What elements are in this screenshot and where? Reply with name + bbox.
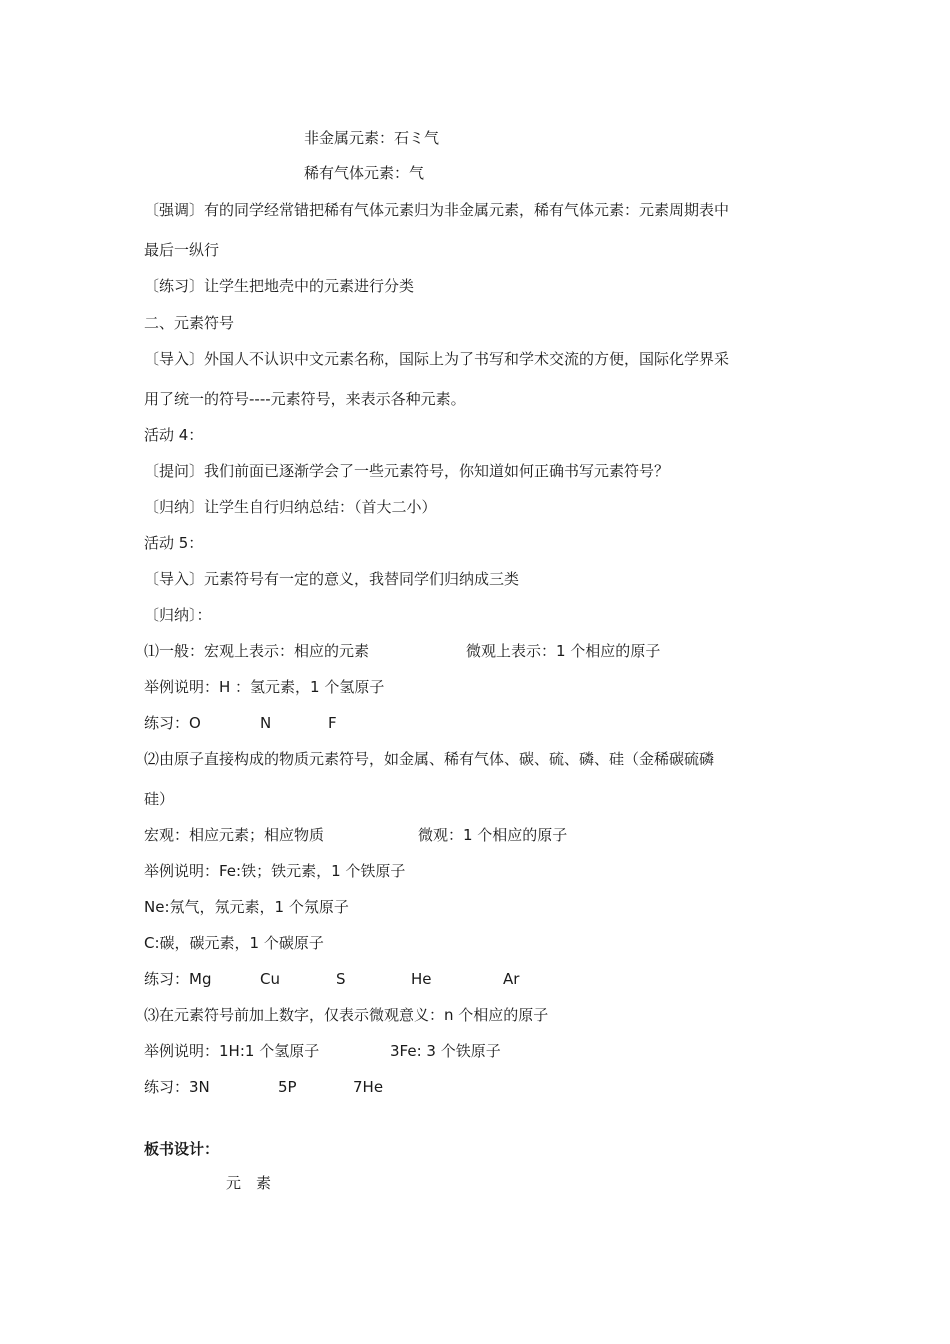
- text-line: 宏观：相应元素；相应物质: [144, 826, 325, 844]
- text-line: 举例说明：1H:1 个氢原子: [144, 1042, 320, 1060]
- text-line: 最后一纵行: [144, 241, 220, 259]
- text-line: 微观上表示：1 个相应的原子: [466, 642, 661, 660]
- text-line: Ne:氖气，氖元素，1 个氖原子: [144, 898, 349, 916]
- text-line: ⑴一般：宏观上表示：相应的元素: [144, 642, 370, 660]
- board-design-heading: 板书设计：: [144, 1140, 220, 1158]
- text-line: He: [411, 970, 432, 988]
- text-line: 用了统一的符号----元素符号，来表示各种元素。: [144, 390, 466, 408]
- text-line: 〔强调〕有的同学经常错把稀有气体元素归为非金属元素，稀有气体元素：元素周期表中: [144, 201, 730, 219]
- text-line: 〔归纳〕：: [144, 606, 212, 624]
- text-line: 举例说明：H ：氢元素，1 个氢原子: [144, 678, 385, 696]
- text-line: 5P: [278, 1078, 297, 1096]
- text-line: 硅）: [144, 790, 175, 808]
- text-line: 练习：O: [144, 714, 201, 732]
- text-line: 〔练习〕让学生把地壳中的元素进行分类: [144, 277, 415, 295]
- board-design-title: 元 素: [226, 1174, 272, 1192]
- text-line: F: [328, 714, 337, 732]
- text-line: ⑶在元素符号前加上数字，仅表示微观意义：n 个相应的原子: [144, 1006, 549, 1024]
- text-line: 活动 5：: [144, 534, 204, 552]
- text-line: ⑵由原子直接构成的物质元素符号，如金属、稀有气体、碳、硫、磷、硅（金稀碳硫磷: [144, 750, 715, 768]
- text-line: 3Fe: 3 个铁原子: [390, 1042, 501, 1060]
- text-line: 稀有气体元素：气: [304, 164, 425, 182]
- text-line: 活动 4：: [144, 426, 204, 444]
- text-line: S: [336, 970, 346, 988]
- text-line: 〔归纳〕让学生自行归纳总结：（首大二小）: [144, 498, 437, 516]
- text-line: 7He: [353, 1078, 384, 1096]
- text-line: Ar: [503, 970, 520, 988]
- text-line: 〔提问〕我们前面已逐渐学会了一些元素符号，你知道如何正确书写元素符号？: [144, 462, 670, 480]
- text-line: 非金属元素：石ミ气: [304, 129, 440, 147]
- text-line: 〔导入〕元素符号有一定的意义，我替同学们归纳成三类: [144, 570, 520, 588]
- text-line: Cu: [260, 970, 280, 988]
- text-line: 练习：3N: [144, 1078, 210, 1096]
- text-line: 〔导入〕外国人不认识中文元素名称，国际上为了书写和学术交流的方便，国际化学界采: [144, 350, 730, 368]
- text-line: N: [260, 714, 272, 732]
- text-line: C:碳，碳元素，1 个碳原子: [144, 934, 324, 952]
- text-line: 举例说明：Fe:铁；铁元素，1 个铁原子: [144, 862, 406, 880]
- text-line: 微观：1 个相应的原子: [418, 826, 568, 844]
- section-heading: 二、元素符号: [144, 314, 235, 332]
- text-line: 练习：Mg: [144, 970, 212, 988]
